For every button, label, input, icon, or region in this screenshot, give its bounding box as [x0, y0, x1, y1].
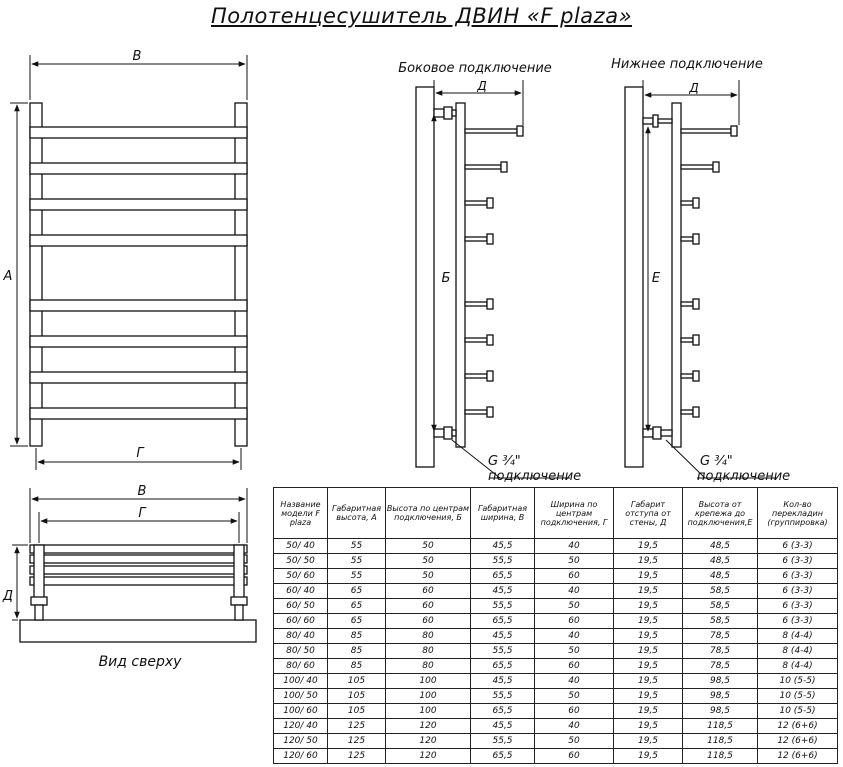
top-mount-right [231, 597, 247, 605]
table-header-cell: Кол-во перекладин (группировка) [758, 488, 838, 539]
table-cell: 58,5 [683, 599, 758, 614]
table-header-cell: Габаритная высота, А [328, 488, 386, 539]
side-stub-cap [487, 299, 493, 309]
bottom-stub-cap [693, 299, 699, 309]
table-cell: 50 [386, 554, 471, 569]
table-cell: 120/ 60 [274, 749, 328, 764]
table-cell: 60 [535, 659, 614, 674]
table-cell: 65,5 [471, 614, 535, 629]
spec-table [273, 487, 838, 764]
table-cell: 58,5 [683, 584, 758, 599]
table-cell: 98,5 [683, 704, 758, 719]
table-cell: 105 [328, 674, 386, 689]
table-cell: 120 [386, 734, 471, 749]
side-stub-cap [487, 234, 493, 244]
side-stub-cap [487, 198, 493, 208]
table-cell: 40 [535, 629, 614, 644]
dim-g-label: Г [136, 446, 144, 461]
table-cell: 8 (4-4) [758, 644, 838, 659]
bottom-connection-view [625, 87, 737, 467]
table-cell: 19,5 [614, 554, 683, 569]
bottom-stub [681, 302, 693, 306]
top-dim-g-label: Г [138, 506, 146, 521]
table-header-cell: Габаритная ширина, В [471, 488, 535, 539]
bottom-wall [625, 87, 643, 467]
side-stub-cap [517, 126, 523, 136]
table-cell: 19,5 [614, 599, 683, 614]
table-cell: 120/ 50 [274, 734, 328, 749]
table-cell: 48,5 [683, 554, 758, 569]
rung [30, 300, 247, 311]
table-cell: 80/ 60 [274, 659, 328, 674]
table-header-cell: Габарит отступа от стены, Д [614, 488, 683, 539]
bottom-stub [681, 165, 713, 169]
top-bar-4 [30, 577, 247, 585]
table-cell: 105 [328, 704, 386, 719]
table-cell: 19,5 [614, 674, 683, 689]
table-cell: 65,5 [471, 659, 535, 674]
rung [30, 336, 247, 347]
table-cell: 65,5 [471, 749, 535, 764]
table-cell: 55,5 [471, 554, 535, 569]
table-cell: 19,5 [614, 629, 683, 644]
table-row [274, 659, 838, 674]
table-cell: 125 [328, 719, 386, 734]
table-cell: 6 (3-3) [758, 554, 838, 569]
table-cell: 19,5 [614, 659, 683, 674]
table-cell: 80 [386, 629, 471, 644]
top-stem-left [35, 605, 43, 620]
table-cell: 45,5 [471, 719, 535, 734]
table-row [274, 614, 838, 629]
side-stub-cap [487, 407, 493, 417]
table-cell: 50 [386, 569, 471, 584]
table-cell: 80/ 50 [274, 644, 328, 659]
side-wall [416, 87, 434, 467]
table-cell: 65 [328, 599, 386, 614]
table-cell: 19,5 [614, 734, 683, 749]
table-cell: 100/ 50 [274, 689, 328, 704]
side-stub [465, 302, 487, 306]
table-row [274, 749, 838, 764]
bottom-stub-cap [693, 407, 699, 417]
table-cell: 45,5 [471, 629, 535, 644]
right-post [235, 103, 247, 446]
bottom-dim-d-label: Д [689, 81, 699, 95]
side-stub [465, 410, 487, 414]
table-cell: 85 [328, 644, 386, 659]
table-cell: 60 [386, 599, 471, 614]
table-cell: 60/ 50 [274, 599, 328, 614]
bottom-stub [681, 338, 693, 342]
table-cell: 65 [328, 614, 386, 629]
table-cell: 50 [535, 554, 614, 569]
table-cell: 40 [535, 719, 614, 734]
table-cell: 50 [535, 689, 614, 704]
table-cell: 12 (6+6) [758, 749, 838, 764]
table-cell: 85 [328, 629, 386, 644]
table-cell: 118,5 [683, 749, 758, 764]
table-cell: 45,5 [471, 539, 535, 554]
bottom-stub-cap [693, 198, 699, 208]
table-cell: 120 [386, 719, 471, 734]
table-row [274, 689, 838, 704]
side-thread-label: G ¾" [488, 454, 521, 469]
rung [30, 372, 247, 383]
table-cell: 65,5 [471, 569, 535, 584]
table-cell: 118,5 [683, 719, 758, 734]
bottom-stub-cap [693, 335, 699, 345]
table-cell: 12 (6+6) [758, 719, 838, 734]
table-cell: 80/ 40 [274, 629, 328, 644]
bottom-stub [681, 237, 693, 241]
table-cell: 60 [386, 614, 471, 629]
side-stub-cap [501, 162, 507, 172]
side-stub [465, 374, 487, 378]
table-cell: 45,5 [471, 584, 535, 599]
table-cell: 100 [386, 674, 471, 689]
top-bar-1 [30, 545, 247, 553]
table-header-cell: Ширина по центрам подключения, Г [535, 488, 614, 539]
table-cell: 19,5 [614, 719, 683, 734]
left-post [30, 103, 42, 446]
rungs [30, 127, 247, 419]
table-cell: 118,5 [683, 734, 758, 749]
table-cell: 60/ 60 [274, 614, 328, 629]
side-connection-title: Боковое подключение [398, 61, 552, 76]
table-row [274, 629, 838, 644]
table-cell: 8 (4-4) [758, 659, 838, 674]
top-dim-d-label: Д [2, 589, 14, 604]
table-cell: 58,5 [683, 614, 758, 629]
table-cell: 19,5 [614, 749, 683, 764]
bottom-stub-cap [693, 371, 699, 381]
table-cell: 120 [386, 749, 471, 764]
side-stub-cap [487, 371, 493, 381]
table-header-cell: Высота по центрам подключения, Б [386, 488, 471, 539]
top-view-caption: Вид сверху [98, 654, 182, 670]
table-cell: 55,5 [471, 689, 535, 704]
table-cell: 78,5 [683, 659, 758, 674]
side-stub [465, 165, 501, 169]
table-row [274, 644, 838, 659]
bottom-thread-label: G ¾" [700, 454, 733, 469]
top-bar-2 [30, 555, 247, 563]
table-cell: 10 (5-5) [758, 704, 838, 719]
table-cell: 50/ 60 [274, 569, 328, 584]
table-cell: 55,5 [471, 599, 535, 614]
table-cell: 40 [535, 539, 614, 554]
bottom-connection-title: Нижнее подключение [611, 57, 763, 72]
table-row [274, 719, 838, 734]
table-row [274, 599, 838, 614]
table-cell: 50 [386, 539, 471, 554]
side-dim-b-label: Б [441, 271, 451, 286]
rung [30, 163, 247, 174]
table-header-cell: Название модели F plaza [274, 488, 328, 539]
table-cell: 98,5 [683, 689, 758, 704]
table-cell: 60 [535, 614, 614, 629]
table-header-row [274, 488, 838, 539]
table-cell: 105 [328, 689, 386, 704]
table-cell: 19,5 [614, 704, 683, 719]
bottom-dim-e-label: Е [651, 271, 661, 286]
top-mount-left [31, 597, 47, 605]
table-cell: 6 (3-3) [758, 569, 838, 584]
table-body [274, 539, 838, 764]
table-cell: 19,5 [614, 614, 683, 629]
table-cell: 19,5 [614, 539, 683, 554]
bottom-stub [681, 201, 693, 205]
top-bar-3 [30, 566, 247, 574]
table-cell: 12 (6+6) [758, 734, 838, 749]
table-cell: 19,5 [614, 644, 683, 659]
table-cell: 80 [386, 659, 471, 674]
table-cell: 40 [535, 674, 614, 689]
table-row [274, 584, 838, 599]
table-cell: 50 [535, 599, 614, 614]
table-cell: 50/ 40 [274, 539, 328, 554]
top-stem-right [235, 605, 243, 620]
rung [30, 199, 247, 210]
dim-b-label: В [132, 49, 142, 64]
side-connection-label: подключение [488, 469, 582, 484]
table-cell: 60 [535, 749, 614, 764]
table-header-cell: Высота от крепежа до подключения,Е [683, 488, 758, 539]
table-cell: 19,5 [614, 569, 683, 584]
table-cell: 50 [535, 644, 614, 659]
table-cell: 100/ 60 [274, 704, 328, 719]
top-view [20, 545, 256, 642]
side-post [456, 103, 465, 447]
table-row [274, 554, 838, 569]
bottom-stub-cap [731, 126, 737, 136]
rung [30, 408, 247, 419]
side-dim-d-label: Д [477, 79, 487, 93]
side-stub [465, 129, 517, 133]
table-cell: 10 (5-5) [758, 674, 838, 689]
table-row [274, 674, 838, 689]
table-cell: 50/ 50 [274, 554, 328, 569]
table-cell: 48,5 [683, 539, 758, 554]
wall-block [20, 620, 256, 642]
table-cell: 19,5 [614, 689, 683, 704]
bottom-stub [681, 410, 693, 414]
table-cell: 6 (3-3) [758, 539, 838, 554]
table-cell: 65,5 [471, 704, 535, 719]
table-cell: 100/ 40 [274, 674, 328, 689]
table-cell: 80 [386, 644, 471, 659]
table-row [274, 569, 838, 584]
table-cell: 60/ 40 [274, 584, 328, 599]
table-cell: 8 (4-4) [758, 629, 838, 644]
side-stub-cap [487, 335, 493, 345]
table-cell: 125 [328, 734, 386, 749]
top-post-left [34, 545, 44, 605]
table-cell: 40 [535, 584, 614, 599]
table-cell: 100 [386, 704, 471, 719]
table-cell: 45,5 [471, 674, 535, 689]
table-cell: 60 [386, 584, 471, 599]
table-cell: 48,5 [683, 569, 758, 584]
table-cell: 60 [535, 704, 614, 719]
side-stub [465, 237, 487, 241]
table-cell: 65 [328, 584, 386, 599]
dim-a-label: А [3, 269, 13, 284]
table-row [274, 704, 838, 719]
side-stub [465, 338, 487, 342]
table-cell: 6 (3-3) [758, 599, 838, 614]
table-cell: 55 [328, 554, 386, 569]
top-dim-b-label: В [137, 484, 147, 499]
bottom-stub [681, 129, 731, 133]
table-cell: 78,5 [683, 644, 758, 659]
bottom-stub-cap [713, 162, 719, 172]
table-cell: 55,5 [471, 734, 535, 749]
table-cell: 55 [328, 569, 386, 584]
front-view [30, 103, 247, 446]
table-cell: 19,5 [614, 584, 683, 599]
rung [30, 235, 247, 246]
side-stub [465, 201, 487, 205]
side-connection-view [416, 87, 523, 467]
table-cell: 55 [328, 539, 386, 554]
table-cell: 78,5 [683, 629, 758, 644]
top-post-right [234, 545, 244, 605]
bottom-stub-cap [693, 234, 699, 244]
table-cell: 10 (5-5) [758, 689, 838, 704]
rung [30, 127, 247, 138]
table-row [274, 539, 838, 554]
bottom-stub [681, 374, 693, 378]
bottom-post [672, 103, 681, 447]
table-cell: 6 (3-3) [758, 584, 838, 599]
table-cell: 98,5 [683, 674, 758, 689]
table-cell: 60 [535, 569, 614, 584]
table-row [274, 734, 838, 749]
bottom-connection-label: подключение [697, 469, 791, 484]
table-cell: 55,5 [471, 644, 535, 659]
table-cell: 125 [328, 749, 386, 764]
table-cell: 120/ 40 [274, 719, 328, 734]
table-cell: 85 [328, 659, 386, 674]
drawing-title: Полотенцесушитель ДВИН «F plaza» [210, 4, 633, 28]
table-cell: 100 [386, 689, 471, 704]
table-cell: 50 [535, 734, 614, 749]
table-cell: 6 (3-3) [758, 614, 838, 629]
